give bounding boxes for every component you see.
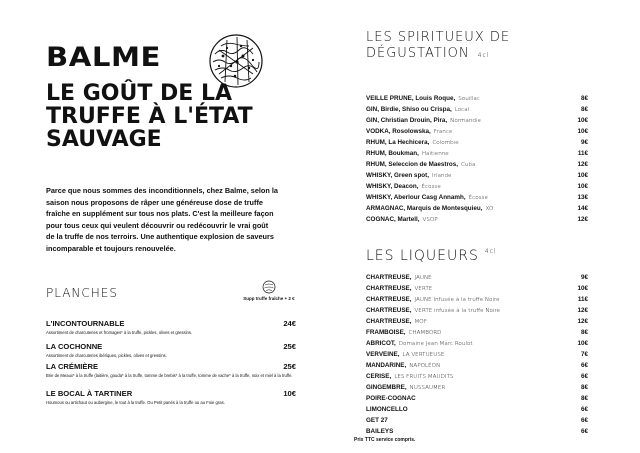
item-note: Irlande — [431, 173, 452, 179]
item-note: Écosse — [421, 184, 441, 190]
item-name: RHUM, Boukman, — [366, 150, 419, 157]
list-item — [366, 305, 588, 316]
dish-description: Houmous ou artichaut ou aubergine, le tout à la truffe. Ou Petit panés à la truffe ou au Foie gras. — [46, 400, 225, 405]
brand-logo-text: BALME — [46, 42, 162, 73]
item-price: 6€ — [580, 373, 588, 380]
dish-name: LA COCHONNE — [46, 342, 103, 351]
list-item — [366, 327, 588, 338]
item-note: Domaine Jean Marc Roulot — [398, 341, 473, 347]
headline — [46, 82, 286, 151]
item-name: CHARTREUSE, — [366, 274, 412, 281]
spirits-unit: 4cl — [477, 52, 490, 59]
item-price: 7€ — [580, 351, 588, 358]
item-note: Normandie — [450, 118, 481, 124]
headline-line-2: TRUFFE À L'ÉTAT — [46, 104, 253, 129]
item-price: 6€ — [580, 428, 588, 435]
item-note: JAUNE — [414, 275, 432, 281]
item-name: FRAMBOISE, — [366, 329, 406, 336]
list-item — [366, 159, 588, 170]
item-name: BAILEYS — [366, 428, 394, 435]
item-price: 8€ — [580, 395, 588, 402]
tax-note: Prix TTC service compris. — [354, 437, 416, 443]
item-price: 6€ — [580, 406, 588, 413]
liqueurs-title-text: LES LIQUEURS — [366, 248, 479, 264]
item-name: MANDARINE, — [366, 362, 407, 369]
dish-description: Brie de Meaux* à la truffe (laitière, gouda* à la truffe, tomme de brebis* à la truffe, tomme de vache* à la truffe, noix et miel à la truffe. — [46, 373, 293, 378]
list-item — [366, 214, 588, 225]
item-price: 14€ — [577, 205, 588, 212]
item-note: Local — [454, 107, 470, 113]
supplement-note — [236, 280, 302, 301]
spirits-title-line-2: DÉGUSTATION — [366, 46, 470, 61]
list-item — [366, 104, 588, 115]
item-name: WHISKY, Aberlour Casg Annamh, — [366, 194, 466, 201]
list-item — [366, 203, 588, 214]
spirits-title — [366, 30, 510, 64]
item-name: WHISKY, Green spot, — [366, 172, 429, 179]
item-note: LES FRUITS MAUDITS — [394, 374, 454, 380]
item-price: 12€ — [577, 216, 588, 223]
dish-name: L'INCONTOURNABLE — [46, 319, 125, 328]
item-name: GIN, Christian Drouin, Pira, — [366, 117, 448, 124]
item-price: 6€ — [580, 417, 588, 424]
item-note: MOF — [414, 319, 427, 325]
dish-description: Assortiment de charcuteries ibériques, pickles, olives et gressins. — [46, 353, 167, 358]
list-item — [366, 272, 588, 283]
liqueurs-title — [366, 248, 497, 264]
dish-cochonne — [46, 342, 296, 359]
list-item — [366, 192, 588, 203]
dish-price: 25€ — [283, 362, 296, 371]
headline-line-3: SAUVAGE — [46, 127, 162, 152]
item-note: Souillac — [458, 96, 480, 102]
item-price: 9€ — [580, 139, 588, 146]
dish-price: 24€ — [283, 319, 296, 328]
item-note: Haïtienne — [421, 151, 449, 157]
item-name: GIN, Birdie, Shiso ou Crispa, — [366, 106, 452, 113]
list-item — [366, 426, 588, 437]
item-price: 9€ — [580, 274, 588, 281]
truffle-small-icon — [262, 280, 276, 294]
list-item — [366, 283, 588, 294]
dish-cremiere — [46, 362, 296, 379]
item-note: Cuba — [461, 162, 476, 168]
item-note: LA VERTUEUSE — [402, 352, 445, 358]
headline-line-1: LE GOÛT DE LA — [46, 81, 232, 106]
item-note: NAPOLÉON — [409, 363, 441, 369]
list-item — [366, 148, 588, 159]
item-name: COGNAC, Martell, — [366, 216, 420, 223]
list-item — [366, 382, 588, 393]
list-item — [366, 137, 588, 148]
item-name: VODKA, Rosolowska, — [366, 128, 431, 135]
item-price: 6€ — [580, 362, 588, 369]
item-name: CHARTREUSE, — [366, 296, 412, 303]
item-note: JAUNE Infusée à la truffe Noire — [414, 297, 500, 303]
item-price: 11€ — [577, 150, 588, 157]
item-price: 10€ — [577, 183, 588, 190]
item-name: VEILLE PRUNE, Louis Roque, — [366, 95, 456, 102]
list-item — [366, 126, 588, 137]
item-price: 10€ — [577, 128, 588, 135]
list-item — [366, 393, 588, 404]
dish-price: 10€ — [283, 389, 296, 398]
item-note: France — [433, 129, 453, 135]
item-price: 13€ — [577, 194, 588, 201]
item-name: RHUM, La Hechicera, — [366, 139, 430, 146]
list-item — [366, 415, 588, 426]
dish-name: LE BOCAL À TARTINER — [46, 389, 133, 398]
list-item — [366, 349, 588, 360]
item-price: 8€ — [580, 95, 588, 102]
item-name: LIMONCELLO — [366, 406, 408, 413]
item-price: 10€ — [577, 117, 588, 124]
item-note: NUSSAUMER — [409, 385, 446, 391]
item-price: 12€ — [577, 318, 588, 325]
item-price: 10€ — [577, 285, 588, 292]
list-item — [366, 294, 588, 305]
item-note: VERTE — [414, 286, 433, 292]
item-price: 8€ — [580, 106, 588, 113]
item-name: ARMAGNAC, Marquis de Montesquieu, — [366, 205, 483, 212]
item-note: Colombie — [432, 140, 459, 146]
spirits-list — [366, 93, 588, 225]
item-price: 10€ — [577, 340, 588, 347]
item-name: CERISE, — [366, 373, 392, 380]
list-item — [366, 115, 588, 126]
spirits-title-line-1: LES SPIRITUEUX DE — [366, 30, 511, 45]
dish-incontournable — [46, 319, 296, 336]
item-price: 12€ — [577, 307, 588, 314]
supplement-text: Supp truffe fraîche + 2 € — [243, 296, 295, 301]
item-name: CHARTREUSE, — [366, 307, 412, 314]
right-page — [320, 0, 640, 453]
item-price: 8€ — [580, 384, 588, 391]
item-name: CHARTREUSE, — [366, 285, 412, 292]
item-name: VERVEINE, — [366, 351, 400, 358]
list-item — [366, 360, 588, 371]
list-item — [366, 170, 588, 181]
item-name: GINGEMBRE, — [366, 384, 407, 391]
item-name: CHARTREUSE, — [366, 318, 412, 325]
list-item — [366, 404, 588, 415]
liqueurs-unit: 4cl — [484, 248, 497, 255]
item-note: VERTE infusée à la truffe Noire — [414, 308, 501, 314]
list-item — [366, 93, 588, 104]
dish-name: LA CRÉMIÈRE — [46, 362, 99, 371]
item-note: VSOP — [422, 217, 438, 223]
list-item — [366, 316, 588, 327]
list-item — [366, 338, 588, 349]
item-name: POIRE-COGNAC — [366, 395, 416, 402]
list-item — [366, 371, 588, 382]
item-price: 11€ — [577, 296, 588, 303]
dish-price: 25€ — [283, 342, 296, 351]
item-name: WHISKY, Deacon, — [366, 183, 419, 190]
liqueurs-list — [366, 272, 588, 437]
item-note: CHAMBORD — [408, 330, 442, 336]
item-price: 12€ — [577, 161, 588, 168]
item-name: RHUM, Seleccion de Maestros, — [366, 161, 459, 168]
item-name: GET 27 — [366, 417, 388, 424]
item-note: XO — [485, 206, 494, 212]
dish-bocal — [46, 389, 296, 406]
intro-paragraph: Parce que nous sommes des inconditionnels, chez Balme, selon la saison nous proposons de râper une généreuse dose de truffe fraîche en supplément sur tous nos plats. C'est la meilleure façon pour tous ceux qui veulent découvrir ou redécouvrir le vrai goût de la truffe de nos terroirs. Une authentique explosion de saveurs incomparable et toujours renouvelée. — [46, 186, 278, 253]
item-price: 8€ — [580, 329, 588, 336]
planches-title: PLANCHES — [46, 286, 118, 300]
list-item — [366, 181, 588, 192]
item-note: Écosse — [468, 195, 488, 201]
item-name: ABRICOT, — [366, 340, 396, 347]
dish-description: Assortiment de charcuteries et fromages* à la truffe, pickles, olives et gressins. — [46, 330, 193, 335]
item-price: 10€ — [577, 172, 588, 179]
